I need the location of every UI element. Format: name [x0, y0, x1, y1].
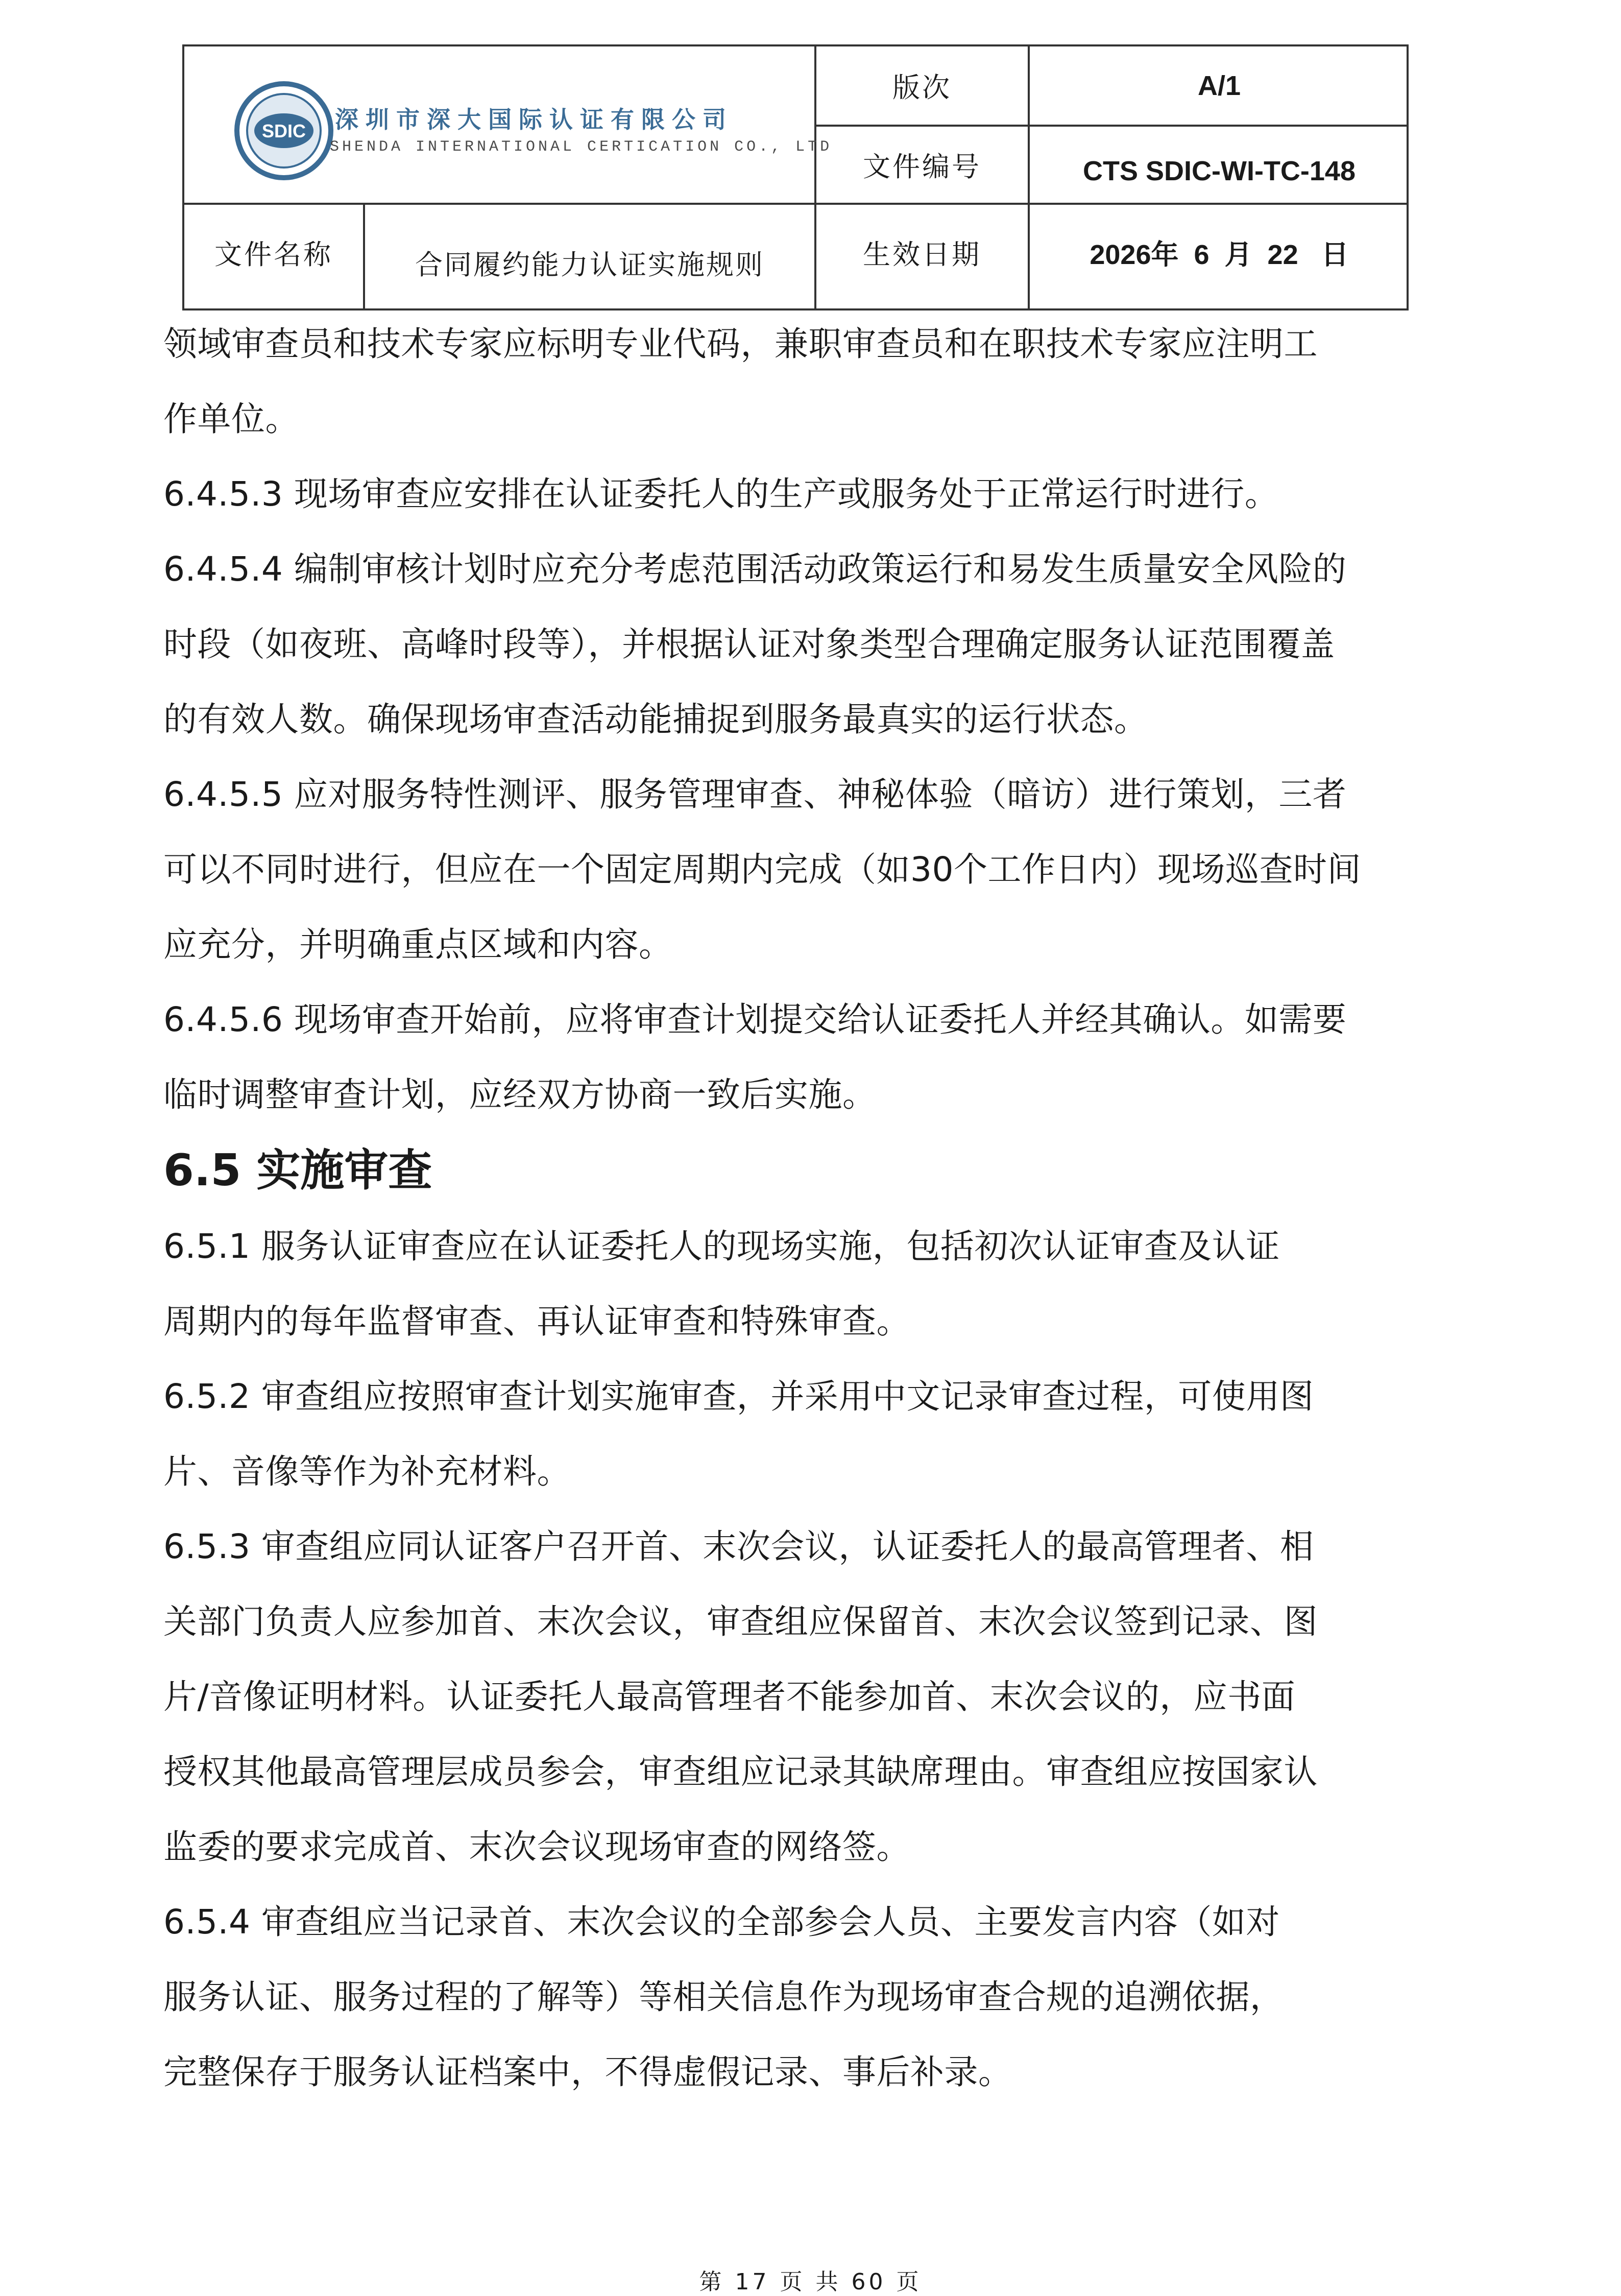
body-line: 6.5.3 审查组应同认证客户召开首、末次会议，认证委托人的最高管理者、相: [163, 1527, 1314, 1566]
document-body: [163, 306, 1470, 2110]
body-line: 6.4.5.6 现场审查开始前，应将审查计划提交给认证委托人并经其确认。如需要: [163, 1000, 1347, 1039]
company-name-en: SHENDA INTERNATIONAL CERTICATION CO., LTD: [330, 138, 833, 156]
body-line: 服务认证、服务过程的了解等）等相关信息作为现场审查合规的追溯依据，: [163, 1977, 1284, 2017]
body-line: 授权其他最高管理层成员参会，审查组应记录其缺席理由。审查组应按国家认: [163, 1752, 1318, 1791]
body-line: 片、音像等作为补充材料。: [163, 1452, 571, 1491]
body-line: 6.4.5.3 现场审查应安排在认证委托人的生产或服务处于正常运行时进行。: [163, 474, 1279, 514]
doc-number-value: CTS SDIC-WI-TC-148: [1082, 155, 1356, 186]
body-line: 的有效人数。确保现场审查活动能捕捉到服务最真实的运行状态。: [163, 700, 1148, 739]
body-line: 6.5.2 审查组应按照审查计划实施审查，并采用中文记录审查过程，可使用图: [163, 1377, 1314, 1416]
section-heading: 6.5 实施审查: [163, 1145, 432, 1196]
body-line: 可以不同时进行，但应在一个固定周期内完成（如30个工作日内）现场巡查时间: [163, 850, 1361, 889]
body-line: 应充分，并明确重点区域和内容。: [163, 925, 673, 964]
version-label: 版次: [892, 71, 952, 104]
body-line: 作单位。: [163, 399, 299, 439]
body-line: 6.4.5.5 应对服务特性测评、服务管理审查、神秘体验（暗访）进行策划，三者: [163, 775, 1347, 814]
body-line: 完整保存于服务认证档案中，不得虚假记录、事后补录。: [163, 2052, 1012, 2092]
body-line: 监委的要求完成首、末次会议现场审查的网络签。: [163, 1827, 910, 1867]
company-name-cn: 深圳市深大国际认证有限公司: [335, 106, 733, 133]
effective-date-value: 2026年 6 月 22 日: [1090, 240, 1349, 270]
body-line: 6.4.5.4 编制审核计划时应充分考虑范围活动政策运行和易发生质量安全风险的: [163, 549, 1347, 589]
doc-name-value: 合同履约能力认证实施规则: [415, 249, 764, 281]
version-value: A/1: [1197, 70, 1241, 101]
body-line: 临时调整审查计划，应经双方协商一致后实施。: [163, 1075, 877, 1114]
body-line: 关部门负责人应参加首、末次会议，审查组应保留首、末次会议签到记录、图: [163, 1602, 1318, 1641]
doc-name-label: 文件名称: [214, 238, 333, 271]
body-line: 领域审查员和技术专家应标明专业代码，兼职审查员和在职技术专家应注明工: [163, 324, 1318, 364]
page-number: 第 17 页 共 60 页: [699, 2269, 922, 2295]
document-header-table: [182, 44, 1409, 310]
body-line: 6.5.4 审查组应当记录首、末次会议的全部参会人员、主要发言内容（如对: [163, 1902, 1280, 1942]
body-line: 片/音像证明材料。认证委托人最高管理者不能参加首、末次会议的，应书面: [163, 1677, 1296, 1716]
body-line: 时段（如夜班、高峰时段等），并根据认证对象类型合理确定服务认证范围覆盖: [163, 625, 1335, 664]
body-line: 周期内的每年监督审查、再认证审查和特殊审查。: [163, 1302, 910, 1341]
svg-text:SDIC: SDIC: [261, 121, 306, 141]
sdic-seal-icon: [233, 80, 335, 182]
effective-date-label: 生效日期: [863, 238, 981, 271]
body-line: 6.5.1 服务认证审查应在认证委托人的现场实施，包括初次认证审查及认证: [163, 1227, 1280, 1266]
doc-number-label: 文件编号: [863, 151, 981, 183]
